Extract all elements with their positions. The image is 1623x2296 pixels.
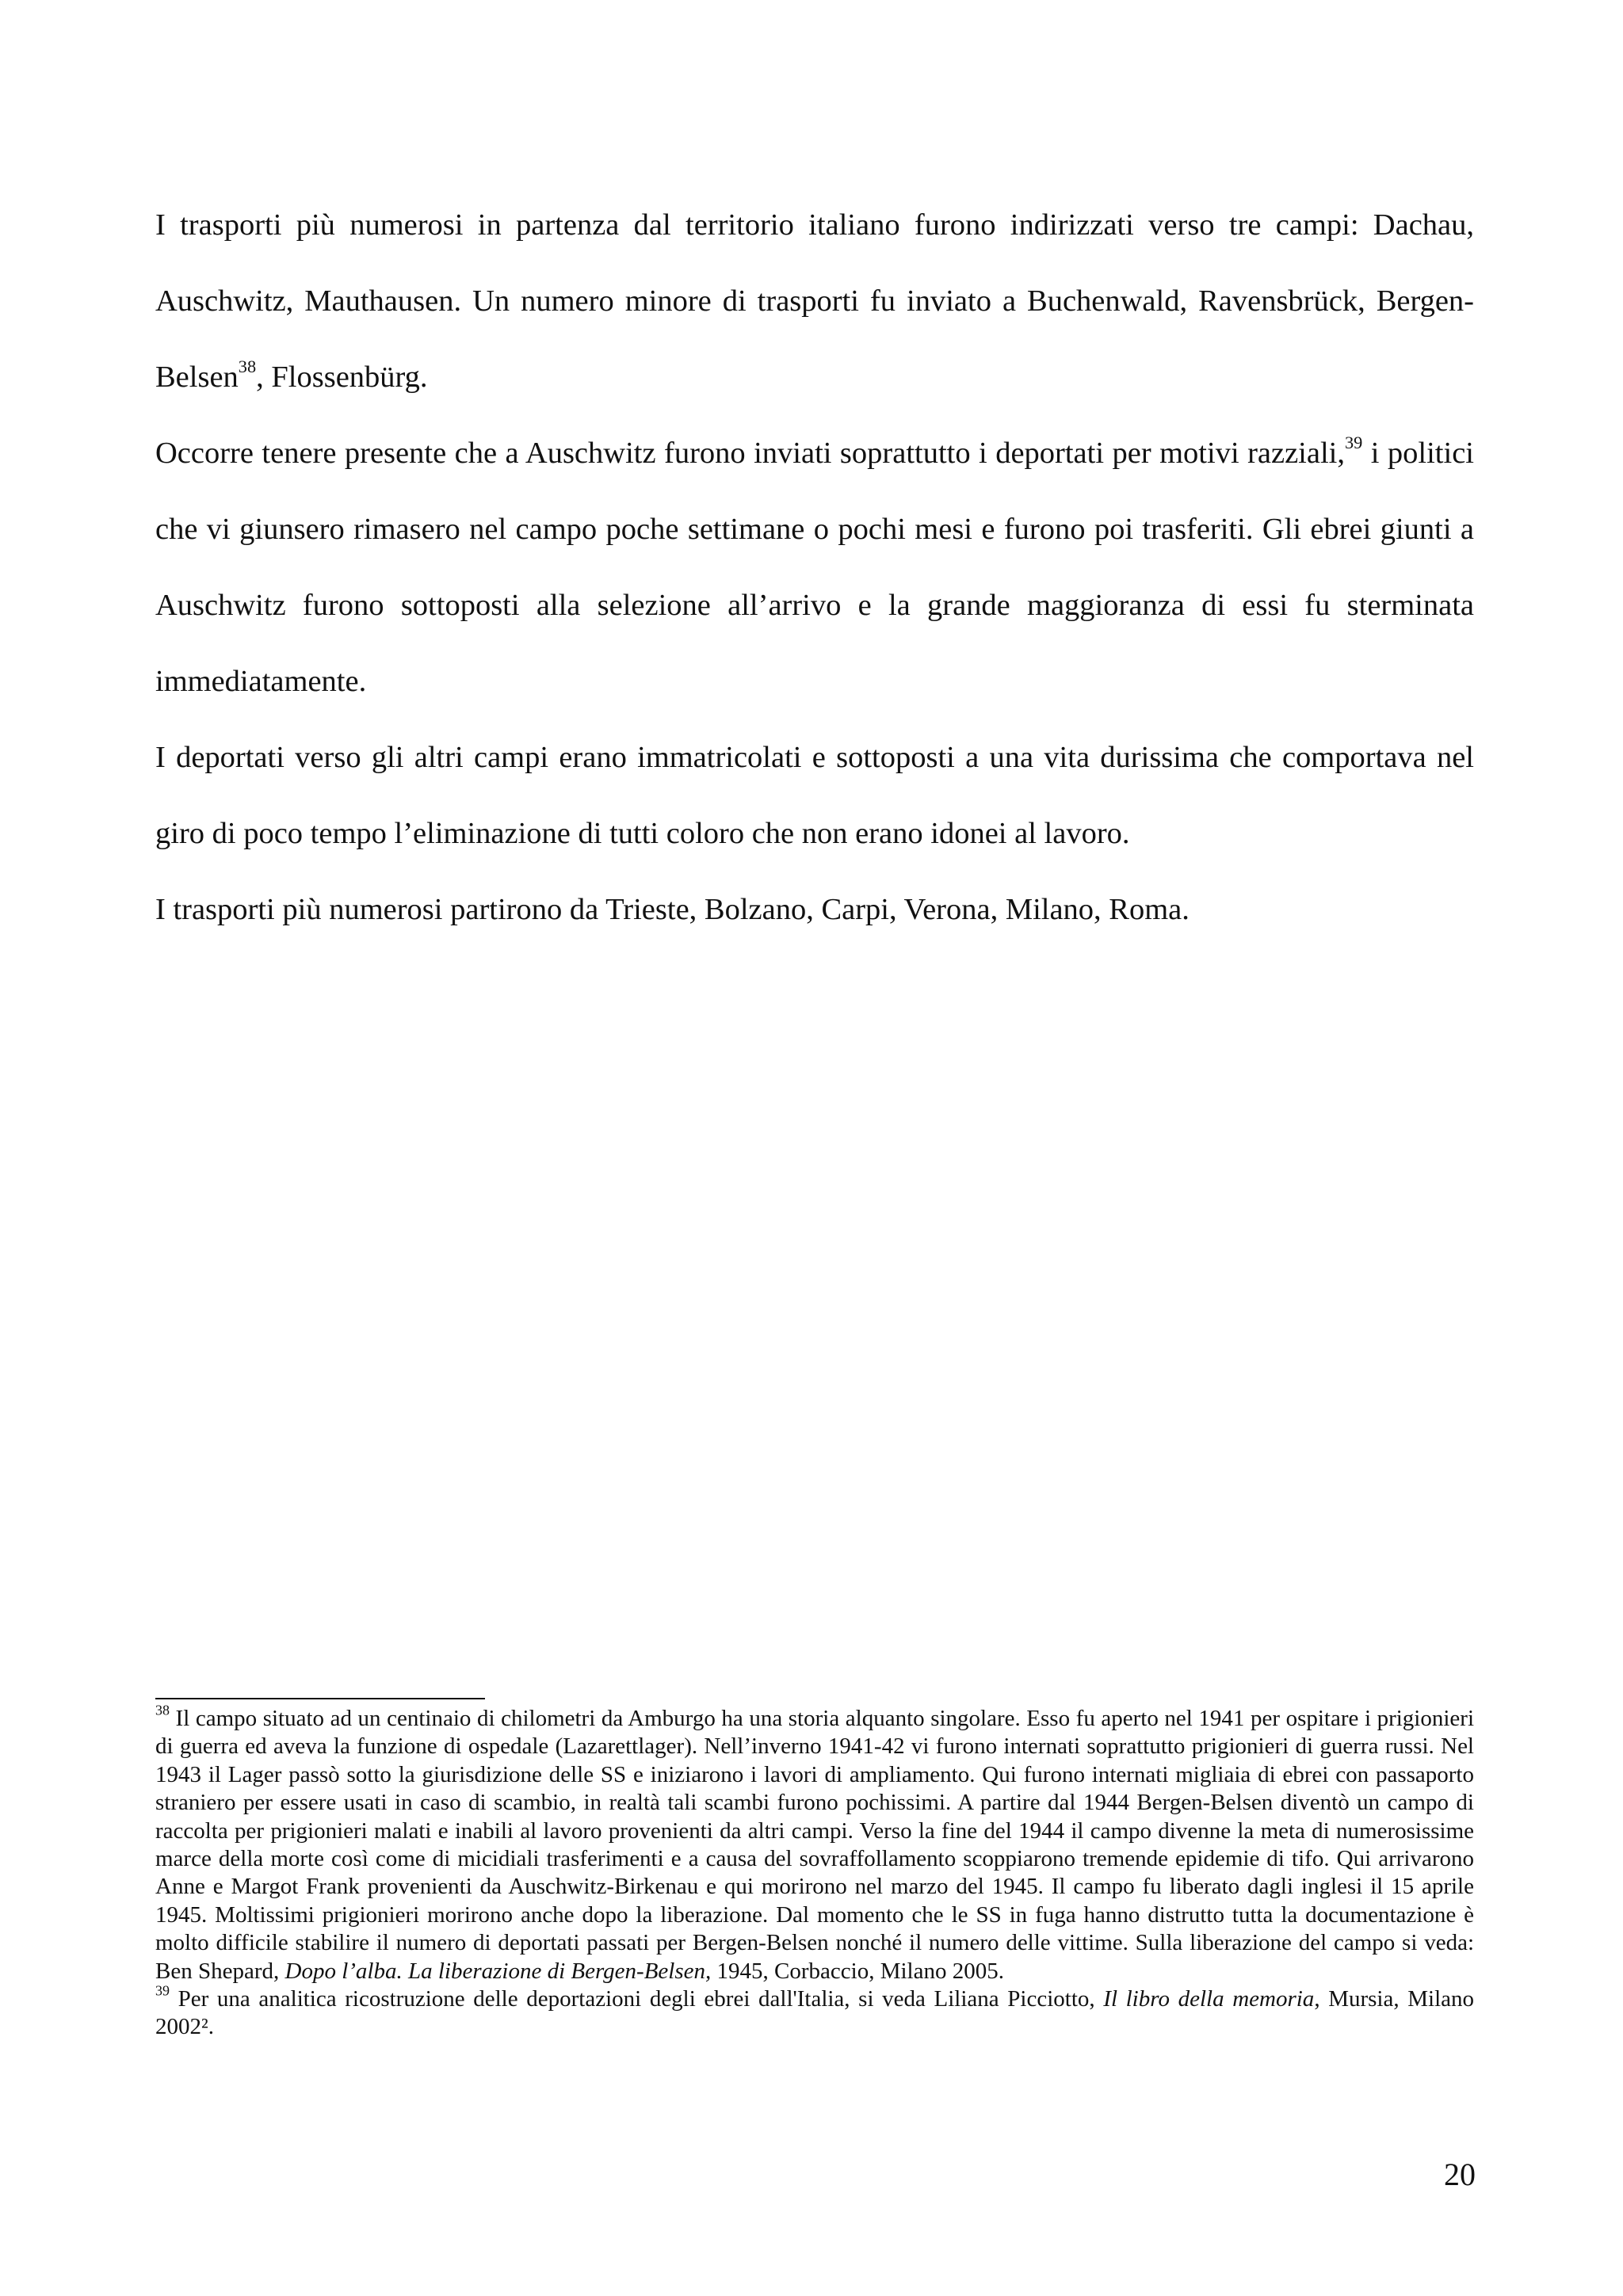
footnote-39-book-title: Il libro della memoria [1103, 1986, 1315, 2012]
paragraph-2-text-a: Occorre tenere presente che a Auschwitz furono inviati soprattutto i deportati per motivi razziali, [155, 437, 1345, 470]
paragraph-4: I trasporti più numerosi partirono da Trieste, Bolzano, Carpi, Verona, Milano, Roma. [155, 893, 1190, 926]
paragraph-2 [155, 415, 1474, 719]
footnotes [155, 1702, 1475, 2042]
footnote-separator [155, 1698, 485, 1699]
paragraph-1 [155, 187, 1474, 415]
footnote-38-tail: 1945, Corbaccio, Milano 2005. [711, 1958, 1004, 1984]
footnote-38-book-title: Dopo l’alba. La liberazione di Bergen-Belsen, [285, 1958, 712, 1984]
paragraph-1-text-a: I trasporti più numerosi in partenza dal territorio italiano furono indirizzati verso tre campi: Dachau, Auschwitz, Mauthausen. Un numero minore di trasporti fu inviato a Buchenwald, Ravensbrück, Bergen-Belsen [155, 208, 1474, 394]
paragraph-3: I deportati verso gli altri campi erano immatricolati e sottoposti a una vita durissima che comportava nel giro di poco tempo l’eliminazione di tutti coloro che non erano idonei al lavoro. [155, 741, 1474, 850]
footnote-39 [155, 1982, 1475, 2042]
main-text [155, 187, 1474, 948]
footnote-39-tail: , Mursia, Milano 2002². [155, 1986, 1475, 2040]
footnote-38-number: 38 [155, 1702, 170, 1718]
footnote-38 [155, 1702, 1474, 1985]
paragraph-1-text-b: , Flossenbürg. [256, 360, 428, 394]
paragraph-2-text-b: i politici che vi giunsero rimasero nel campo poche settimane o pochi mesi e furono poi trasferiti. Gli ebrei giunti a Auschwitz furono sottoposti alla selezione all’arrivo e la grande maggioranza di essi fu sterminata immediatamente. [155, 437, 1474, 698]
footnote-39-text: Per una analitica ricostruzione delle deportazioni degli ebrei dall'Italia, si veda Liliana Picciotto, [169, 1986, 1104, 2012]
page-number: 20 [1444, 2157, 1476, 2192]
footnote-ref-39[interactable]: 39 [1344, 433, 1363, 453]
footnote-39-number: 39 [155, 1982, 170, 1999]
footnote-38-text: Il campo situato ad un centinaio di chilometri da Amburgo ha una storia alquanto singolare. Esso fu aperto nel 1941 per ospitare i prigionieri di guerra ed aveva la funzione di ospedale (Lazarettlager). Nell’inverno 1941-42 vi furono internati soprattutto prigionieri di guerra russi. Nel 1943 il Lager passò sotto la giurisdizione delle SS e iniziarono i lavori di ampliamento. Qui furono internati migliaia di ebrei con passaporto straniero per essere usati in caso di scambio, in realtà tali scambi furono pochissimi. A partire dal 1944 Bergen-Belsen diventò un campo di raccolta per prigionieri malati e inabili al lavoro provenienti da altri campi. Verso la fine del 1944 il campo divenne la meta di numerosissime marce della morte così come di micidiali trasferimenti e a causa del sovraffollamento scoppiarono tremende epidemie di tifo. Qui arrivarono Anne e Margot Frank provenienti da Auschwitz-Birkenau e qui morirono nel marzo del 1945. Il campo fu liberato dagli inglesi il 15 aprile 1945. Moltissimi prigionieri morirono anche dopo la liberazione. Dal momento che le SS in fuga hanno distrutto tutta la documentazione è molto difficile stabilire il numero di deportati passati per Bergen-Belsen nonché il numero delle vittime. Sulla liberazione del campo si veda: Ben Shepard, [155, 1706, 1474, 1984]
footnote-ref-38[interactable]: 38 [238, 357, 257, 377]
